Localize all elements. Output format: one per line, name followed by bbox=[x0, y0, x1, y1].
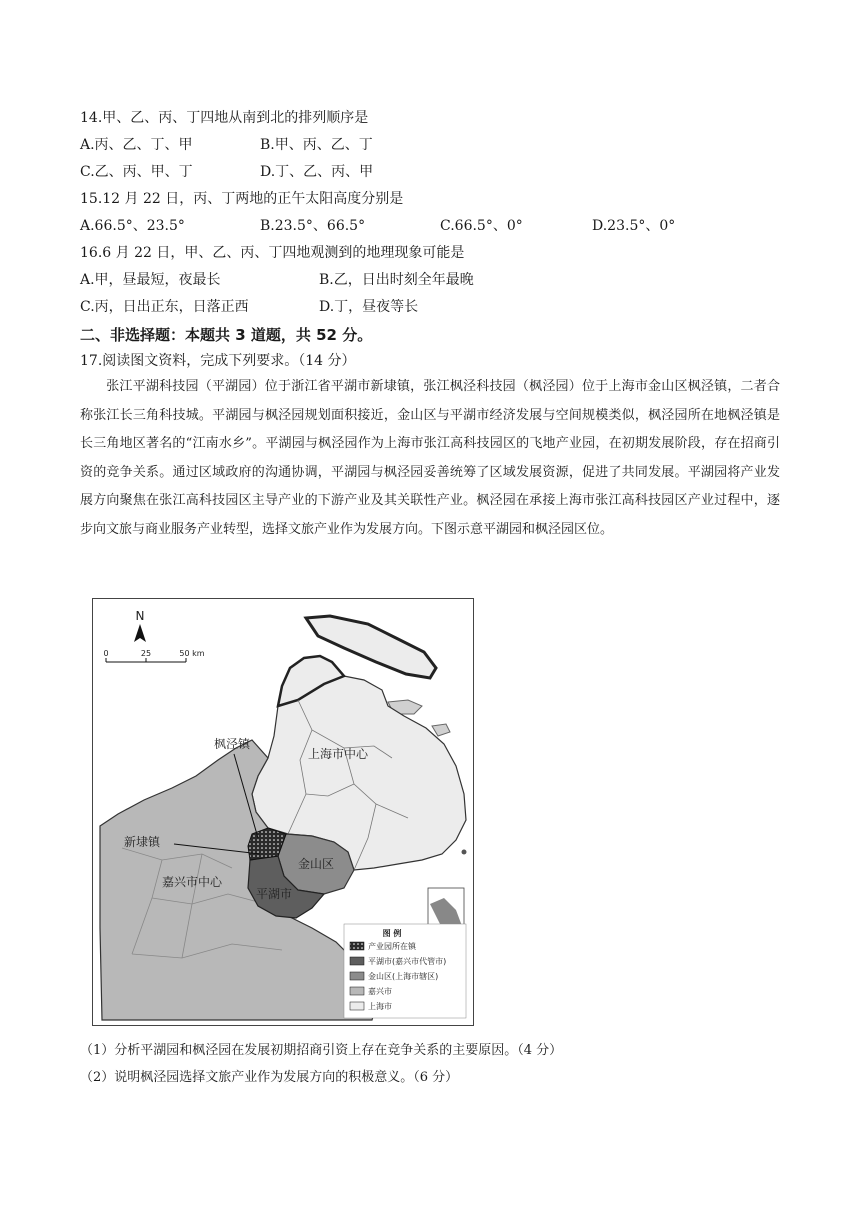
north-label: N bbox=[135, 609, 145, 623]
q16-stem: 16.6 月 22 日，甲、乙、丙、丁四地观测到的地理现象可能是 bbox=[80, 245, 465, 261]
q15-option-d: D.23.5°、0° bbox=[592, 218, 676, 234]
q17-passage-text: 张江平湖科技园（平湖园）位于浙江省平湖市新埭镇，张江枫泾科技园（枫泾园）位于上海市金山区枫泾镇，二者合称张江长三角科技城。平湖园与枫泾园规划面积接近，金山区与平湖市经济发展与空间规模类似，枫泾园所在地枫泾镇是长三角地区著名的“江南水乡”。平湖园与枫泾园作为上海市张江高科技园区的飞地产业园，在初期发展阶段，存在招商引资的竞争关系。通过区域政府的沟通协调，平湖园与枫泾园妥善统筹了区域发展资源，促进了共同发展。平湖园将产业发展方向聚焦在张江高科技园区主导产业的下游产业及其关联性产业。枫泾园在承接上海市张江高科技园区产业过程中，逐步向文旅与商业服务产业转型，选择文旅产业作为发展方向。下图示意平湖园和枫泾园区位。 bbox=[80, 379, 780, 537]
section-heading: 二、非选择题：本题共 3 道题，共 52 分。 bbox=[80, 326, 373, 344]
label-xindai: 新埭镇 bbox=[123, 835, 161, 849]
legend-item-pinghu: 平湖市(嘉兴市代管市) bbox=[368, 957, 447, 966]
q15-option-a: A.66.5°、23.5° bbox=[80, 218, 185, 234]
q14-stem: 14.甲、乙、丙、丁四地从南到北的排列顺序是 bbox=[80, 110, 369, 126]
legend-swatch-jiaxing bbox=[350, 987, 364, 995]
q16-option-c: C.丙，日出正东，日落正西 bbox=[80, 299, 249, 315]
legend-swatch-town bbox=[350, 942, 364, 950]
legend-title: 图 例 bbox=[382, 929, 402, 938]
scale-25: 25 bbox=[140, 649, 152, 658]
q15-option-b: B.23.5°、66.5° bbox=[260, 218, 366, 234]
location-map bbox=[92, 598, 474, 1026]
q15-option-c: C.66.5°、0° bbox=[440, 218, 523, 234]
scale-0: 0 bbox=[103, 649, 109, 658]
label-jiaxing-center: 嘉兴市中心 bbox=[161, 875, 223, 889]
legend-item-shanghai: 上海市 bbox=[368, 1002, 392, 1011]
label-pinghu: 平湖市 bbox=[255, 887, 293, 901]
q14-option-b: B.甲、丙、乙、丁 bbox=[260, 137, 373, 153]
map-svg bbox=[92, 598, 474, 1026]
q14-option-a: A.丙、乙、丁、甲 bbox=[80, 137, 193, 153]
q14-option-d: D.丁、乙、丙、甲 bbox=[260, 164, 374, 180]
q17-stem: 17.阅读图文资料，完成下列要求。（14 分） bbox=[80, 353, 356, 369]
legend-swatch-pinghu bbox=[350, 957, 364, 965]
legend-item-town: 产业园所在镇 bbox=[368, 942, 416, 951]
q16-option-b: B.乙，日出时刻全年最晚 bbox=[319, 272, 474, 288]
legend-item-jinshan: 金山区(上海市辖区) bbox=[368, 972, 439, 981]
q17-sub2: （2）说明枫泾园选择文旅产业作为发展方向的积极意义。（6 分） bbox=[80, 1070, 459, 1085]
label-jinshan: 金山区 bbox=[297, 857, 335, 871]
q17-sub1: （1）分析平湖园和枫泾园在发展初期招商引资上存在竞争关系的主要原因。（4 分） bbox=[80, 1043, 563, 1058]
q16-option-a: A.甲，昼最短，夜最长 bbox=[80, 272, 221, 288]
q16-option-d: D.丁，昼夜等长 bbox=[319, 299, 419, 315]
scale-50: 50 km bbox=[179, 649, 205, 658]
q17-passage bbox=[80, 373, 780, 544]
q15-stem: 15.12 月 22 日，丙、丁两地的正午太阳高度分别是 bbox=[80, 191, 404, 207]
label-fengjing: 枫泾镇 bbox=[213, 737, 251, 751]
q14-option-c: C.乙、丙、甲、丁 bbox=[80, 164, 193, 180]
label-shanghai-center: 上海市中心 bbox=[307, 747, 369, 761]
legend-item-jiaxing: 嘉兴市 bbox=[368, 987, 392, 996]
shanghai-dot bbox=[462, 850, 467, 855]
legend-swatch-jinshan bbox=[350, 972, 364, 980]
legend-swatch-shanghai bbox=[350, 1002, 364, 1010]
